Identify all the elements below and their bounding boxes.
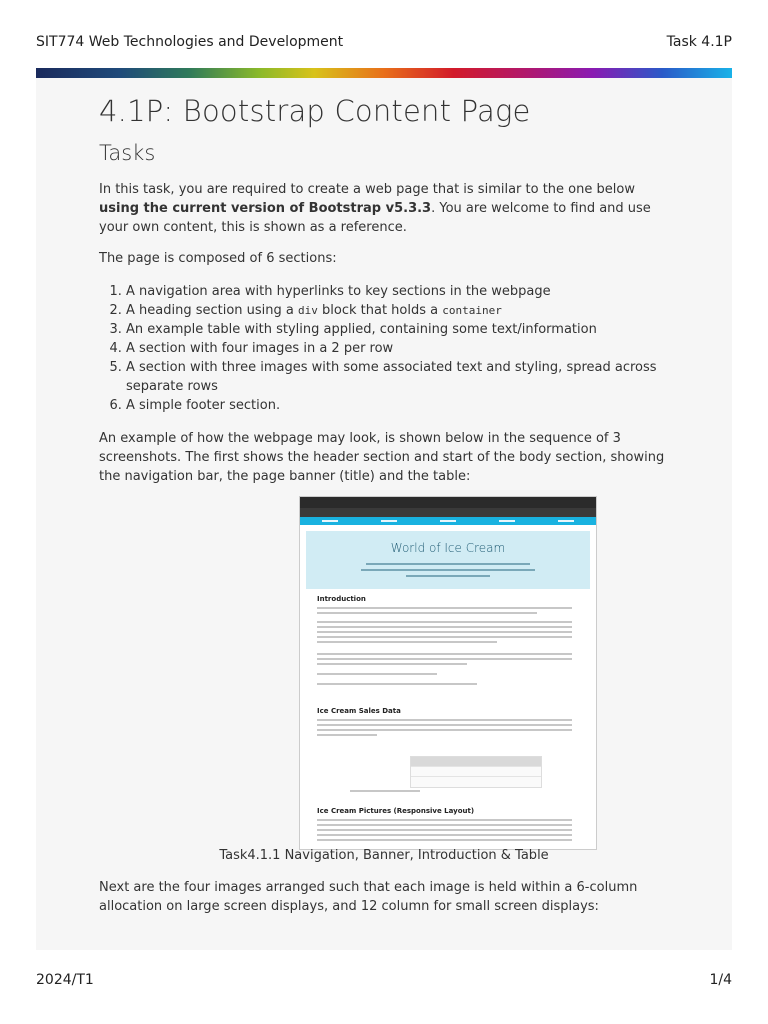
intro-text-end: . You are welcome to find and use your own content, this is shown as a reference. xyxy=(99,201,651,235)
screenshot-pictures-heading: Ice Cream Pictures (Responsive Layout) xyxy=(317,807,475,815)
course-title: SIT774 Web Technologies and Development xyxy=(36,34,344,50)
screenshot-navigation-banner-table xyxy=(299,496,597,850)
list-item-text: A heading section using a xyxy=(126,303,299,318)
color-gradient-bar xyxy=(36,68,732,78)
page-header xyxy=(36,34,732,54)
code-div: div xyxy=(298,304,318,317)
screenshot-sales-table xyxy=(410,756,542,788)
screenshot-table-heading: Ice Cream Sales Data xyxy=(317,707,401,715)
sections-intro: The page is composed of 6 sections: xyxy=(99,251,337,266)
list-item: 5. A section with three images with some associated text and styling, spread across separate rows xyxy=(126,358,669,396)
term-label: 2024/T1 xyxy=(36,972,94,988)
list-item: 4. A section with four images in a 2 per row xyxy=(126,339,669,358)
screenshot-banner xyxy=(306,531,590,589)
intro-paragraph xyxy=(99,180,669,237)
intro-text-start: In this task, you are required to create a web page that is similar to the one below xyxy=(99,182,635,197)
screenshot-navbar xyxy=(300,517,596,525)
sections-list xyxy=(99,282,669,415)
screenshot-caption: Task4.1.1 Navigation, Banner, Introduction & Table xyxy=(219,848,549,863)
browser-address-bar xyxy=(300,508,596,517)
page-number: 1/4 xyxy=(709,972,732,988)
section-heading-tasks: Tasks xyxy=(99,141,156,165)
list-item: 1. A navigation area with hyperlinks to key sections in the webpage xyxy=(126,282,669,301)
intro-bold: using the current version of Bootstrap v5.3.3 xyxy=(99,201,432,216)
list-item-text: block that holds a xyxy=(317,303,443,318)
code-container: container xyxy=(442,304,502,317)
browser-tab-bar xyxy=(300,497,596,508)
content-panel xyxy=(36,78,732,950)
page-title: 4.1P: Bootstrap Content Page xyxy=(99,94,531,128)
task-label: Task 4.1P xyxy=(666,34,732,50)
list-item xyxy=(126,301,669,320)
next-paragraph: Next are the four images arranged such that each image is held within a 6-column allocation on large screen displays, and 12 column for small screen displays: xyxy=(99,880,638,914)
list-item: 3. An example table with styling applied, containing some text/information xyxy=(126,320,669,339)
list-item: 6. A simple footer section. xyxy=(126,396,669,415)
screenshot-banner-title: World of Ice Cream xyxy=(390,541,506,555)
screenshot-intro-heading: Introduction xyxy=(317,595,366,603)
example-paragraph: An example of how the webpage may look, is shown below in the sequence of 3 screenshots. The first shows the header section and start of the body section, showing the navigation bar, the page banner (title) and the table: xyxy=(99,431,665,484)
